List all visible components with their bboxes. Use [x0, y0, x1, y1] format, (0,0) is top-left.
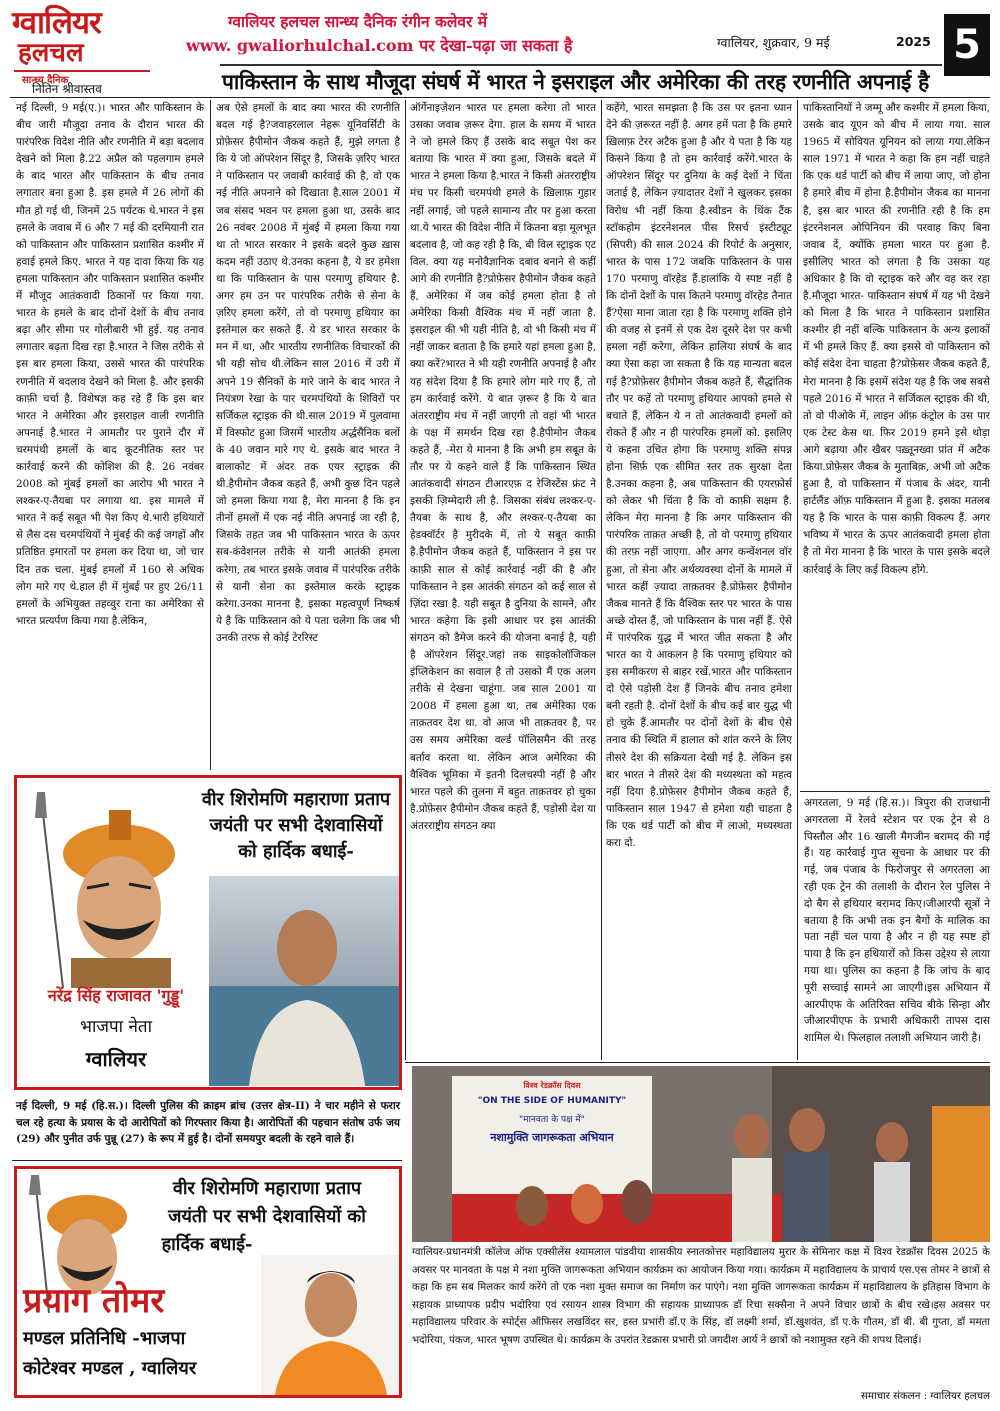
warrior-portrait-icon	[23, 788, 199, 988]
greeting-ad-2	[14, 1166, 402, 1398]
story-column-2: अब ऐसे हमलों के बाद क्या भारत की रणनीति बदल गई है?जवाहरलाल नेहरू यूनिवर्सिटी के प्रोफ़ेसर हैपीमोन जैकब कहते हैं, मुझे लगता है कि ये जो ऑपरेशन सिंदूर है, जिसके ज़रिए भारत ने पाकिस्तान पर जवाबी कार्रवाई की है, वो एक नई नीति अपनाने को दिखाता है.साल 2001 में जब संसद भवन पर हमला हुआ था, उसके बाद 26 नवंबर 2008 में मुंबई में हमला किया गया था तो भारत सरकार ने इसके बदले कुछ ख़ास कदम नहीं उठाए थे.उनका कहना है, ये डर हमेशा था कि पाकिस्तान के पास परमाणु हथियार है. अगर हम उन पर पारंपरिक तरीके से सेना के ज़रिए हमला करेंगे, तो वो परमाणु हथियार का इस्तेमाल कर सकते हैं. ये डर भारत सरकार के मन में था, और भारतीय रणनीतिक विचारकों की भी यही सोच थी.लेकिन साल 2016 में उरी में अपने 19 सैनिकों के मारे जाने के बाद भारत ने नियंत्रण रेखा के पार चरमपंथियों के शिविरों पर सर्जिकल स्ट्राइक की थी.साल 2019 में पुलवामा में विस्फोट हुआ जिसमें भारतीय अर्द्धसैनिक बलों के 40 जवान मारे गए थे. इसके बाद भारत ने बालाकोट में अंदर तक एयर स्ट्राइक की थी.हैपीमोन जैकब कहते हैं, अभी कुछ दिन पहले जो हमला किया गया है, मेरा मानना है कि इन तीनों हमलों में एक नई नीति अपनाई जा रही है, जिसके तहत जब भी पाकिस्तान भारत के ऊपर सब-कंवेशनल तरीके से यानी आतंकी हमला करेगा, तब भारत इसके जवाब में पारंपरिक तरीके से यानी सेना का इस्तेमाल करके स्ट्राइक करेगा.उनका मानना है, इसका महत्वपूर्ण निष्कर्ष ये है कि पाकिस्तान को ये पता चलेगा कि जब भी उनकी तरफ से कोई टेररिस्ट	[216, 102, 400, 644]
tripura-brief: अगरतला, 9 मई (हि.स.)। त्रिपुरा की राजधानी अगरतला में रेलवे स्टेशन पर एक ट्रेन से 8 पिस्तौल और 16 खाली मैगजीन बरामद की गई हैं। यह कार्रवाई गुप्त सूचना के आधार पर की गई, जब पंजाब के फिरोजपुर से अगरतला आ रही एक ट्रेन की तलाशी के दौरान रेल पुलिस ने दो बैग से हथियार बरामद किए।जीआरपी सूत्रों ने बताया है कि अभी तक इन बैगों के मालिक का पता नहीं चल पाया है और न ही यह स्पष्ट हो पाया है कि इन हथियारों को किस उद्देश्य से लाया गया था। पुलिस का कहना है कि जांच के बाद पूरी सच्चाई सामने आ जाएगी।इस अभियान में आरपीएफ के अतिरिक्त सचिव बीके सिन्हा और जीआरपीएफ के प्रभारी अधिकारी तापस दास शामिल थे। फिलहाल तलाशी अभियान जारी है।	[804, 797, 990, 1045]
tagline-1: ग्वालियर हलचल सान्ध्य दैनिक रंगीन कलेवर में	[228, 12, 487, 31]
ad1-place: ग्वालियर	[85, 1047, 147, 1071]
photo-caption: ग्वालियर-प्रधानमंत्री कॉलेज ऑफ एक्सीलेंस श्यामलाल पांडवीया शासकीय स्नातकोत्तर महाविद्यालय मुरार के सेमिनार कक्ष में विश्व रेडक्रॉस दिवस 2025 के अवसर पर मानवता के पक्ष मे नशा मुक्ति जागरूकता अभियान कार्यक्रम का आयोजन किया गया। कार्यक्रम में महाविद्यालय के प्राचार्य एस.एस तोमर ने छात्रों से कहा कि हम सब मिलकर कार्य करेंगे तो एक नशा मुक्त समाज का निर्माण कर पाएंगे। नशा मुक्ति जागरूकता कार्यक्रम में महाविद्यालय के इतिहास विभाग के सहायक प्राध्यापक प्रदीप भदोरिया एवं रसायन शास्त्र विभाग की सहायक प्राध्यापक डॉ रिचा सक्सैना ने अपने विचार छात्रों के बीच रखे।इस अवसर पर महाविद्यालय परिवार के स्पोर्ट्स ऑफिसर लखविंदर सर, हस्त प्रभारी डॉ.ए के सिंह, डॉ लक्ष्मी शर्मा, डॉ.खुशवंत, डॉ ए.के गौतम, डॉ बी. बी गुप्ता, डॉ ममता भदोरिया, पंकज, भारत भूषण उपस्थित थे। कार्यक्रम के उपरांत रेडक्रास प्रभारी प्रो जगदीश आर्य ने छात्रों को नशामुक्त रहने की शपथ दिलाई।	[412, 1247, 990, 1346]
ad1-role: भाजपा नेता	[80, 1017, 152, 1037]
person-silhouette-icon	[261, 1255, 399, 1395]
greeting-ad-1	[14, 775, 402, 1090]
dateline-year: 2025	[896, 34, 931, 49]
banner-line-3: "मानवता के पक्ष में"	[519, 1115, 585, 1125]
tagline-2-rest: पर देखा-पढ़ा जा सकता है	[413, 36, 573, 55]
banner-line-4: नशामुक्ति जागरूकता अभियान	[490, 1131, 614, 1144]
main-headline: पाकिस्तान के साथ मौजूदा संघर्ष में भारत ने इसराइल और अमेरिका की तरह रणनीति अपनाई है	[222, 69, 929, 94]
event-photo	[412, 1066, 990, 1242]
tagline-2	[186, 34, 573, 56]
ad1-line-2: जयंती पर सभी देशवासियों	[209, 815, 383, 836]
story-column-4: कहेंगे, भारत समझता है कि उस पर इतना ध्यान देने की ज़रूरत नहीं है. अगर हमें पता है कि हमारे ख़िलाफ़ टेरर अटैक हुआ है और ये पता है कि यह किसने किया है तो हम कार्रवाई करेंगे.भारत के ऑपरेशन सिंदूर पर दुनिया के कई देशों ने चिंता जताई है, लेकिन ज़्यादातर देशों ने खुलकर इसका विरोध भी नहीं किया है.स्वीडन के थिंक टैंक स्टॉकहोम इंटरनेशनल पीस रिसर्च इंस्टीट्यूट (सिपरी) की साल 2024 की रिपोर्ट के अनुसार, भारत के पास 172 जबकि पाकिस्तान के पास 170 परमाणु वॉरहेड हैं.हालांकि ये स्पष्ट नहीं है कि दोनों देशों के पास कितने परमाणु वॉरहेड तैनात हैं?ऐसा माना जाता रहा है कि परमाणु शक्ति होने की वजह से इनमें से एक देश दूसरे देश पर कभी हमला नहीं करेगा, लेकिन हालिया संघर्ष के बाद क्या ऐसा कहा जा सकता है कि यह मान्यता बदल गई है?प्रोफ़ेसर हैपीमोन जैकब कहते हैं, सैद्धांतिक तौर पर कहें तो परमाणु हथियार आपको हमले से बचाते हैं, लेकिन ये न तो आतंकवादी हमलों को रोकते हैं और न ही पारंपरिक हमलों को. इसलिए ये कहना उचित होगा कि परमाणु शक्ति संपन्न होना सिर्फ़ एक सीमित स्तर तक सुरक्षा देता है.उनका कहना है, अब पाकिस्तान की एयरफ़ोर्स को लेकर भी चिंता है कि वो काफ़ी सक्षम है. लेकिन मेरा मानना है कि अगर पाकिस्तान की पारंपरिक ताक़त अच्छी है, तो वो परमाणु हथियार की तरफ़ नहीं जाएगा. और अगर कन्वेंशनल वॉर हुआ, तो सेना और अर्थव्यवस्था दोनों के मामले में भारत कहीं ज़्यादा ताक़तवर है.प्रोफ़ेसर हैपीमोन जैकब मानते हैं कि वैश्विक स्तर पर भारत के पास अच्छे दोस्त हैं, जो पाकिस्तान के पास नहीं हैं. ऐसे में पारंपरिक युद्ध में भारत जीत सकता है और भारत का ये आकलन है कि परमाणु हथियार को इस समीकरण से बाहर रखें.भारत और पाकिस्तान दो ऐसे पड़ोसी देश हैं जिनके बीच तनाव हमेशा बनी रहती है. दोनों देशों के बीच कई बार युद्ध भी हो चुके हैं.आमतौर पर दोनों देशों के बीच ऐसे तनाव की स्थिति में हालात को शांत करने के लिए तीसरे देश की सक्रियता देखी गई है. लेकिन इस बार भारत ने तीसरे देश की मध्यस्थता को महत्व नहीं दिया है.प्रोफ़ेसर हैपीमोन जैकब कहते हैं, पाकिस्तान साल 1947 से हमेशा यही चाहता है कि एक थर्ड पार्टी को बीच में लाओ, मध्यस्थता करा दो.	[606, 102, 792, 850]
masthead-rule	[220, 64, 942, 66]
event-scene-icon	[412, 1066, 990, 1242]
logo-line-1: ग्वालियर	[12, 5, 101, 41]
column-divider	[601, 100, 602, 1060]
column-divider	[405, 100, 406, 1060]
column-divider	[210, 100, 211, 770]
brief-rule	[12, 1160, 402, 1161]
story-column-1: नई दिल्ली, 9 मई(ए.)। भारत और पाकिस्तान के बीच जारी मौजूदा तनाव के दौरान भारत की पारंपरिक विदेश नीति और रणनीति में बड़ा बदलाव देखने को मिला है.22 अप्रैल को पहलगाम हमले के बाद भारत और पाकिस्तान के बीच तनाव लगातार बना हुआ है. इस हमले में 26 लोगों की मौत हो गई थी, जिनमें 25 पर्यटक थे.भारत ने इस हमले के जवाब में 6 और 7 मई की दरमियानी रात को पाकिस्तान और पाकिस्तान प्रशासित कश्मीर में हवाई हमले किए. भारत ने यह दावा किया कि यह हमला पाकिस्तान और पाकिस्तान प्रशासित कश्मीर में मौजूद आतंकवादी ठिकानों पर किया गया. भारत के हमले के बाद दोनों देशों के बीच तनाव बढ़ा और सीमा पर गोलीबारी भी हुई. यह तनाव लगातार बढ़ता दिख रहा है.भारत ने जिस तरीके से इस बार हमला किया, उससे भारत की पारंपरिक रणनीति में बदलाव देखने को मिला है. और इसकी काफ़ी चर्चा है. विशेषज्ञ कह रहे हैं कि इस बार भारत ने अमेरिका और इसराइल वाली रणनीति अपनाई है.भारत ने आमतौर पर पुराने दौर में चरमपंथी हमलों के बाद कूटनीतिक स्तर पर कार्रवाई करने की कोशिश की है. 26 नवंबर 2008 को मुंबई हमलों का आरोप भी भारत ने लश्कर-ए-तैयबा पर लगाया था. इस मामले में भारत ने कई सबूत भी पेश किए थे.भारी हथियारों से लैस दस चरमपंथियों ने मुंबई की कई जगहों और प्रतिष्ठित इमारतों पर हमला कर दिया था, जो चार दिन तक चला. मुंबई हमलों में 160 से अधिक लोग मारे गए थे.हाल ही में मुंबई पर हुए 26/11 हमलों के अभियुक्त तहव्वुर राना का अमेरिका से भारत प्रत्यर्पण किया गया है.लेकिन,	[16, 102, 204, 627]
ad2-role: मण्डल प्रतिनिधि -भाजपा	[23, 1328, 186, 1349]
website-link[interactable]: www. gwaliorhulchal.com	[186, 36, 414, 55]
person-photo	[261, 1255, 399, 1395]
headline-rule	[10, 97, 990, 98]
column-divider	[797, 100, 798, 1060]
ad2-place: कोटेश्वर मण्डल , ग्वालियर	[23, 1358, 197, 1379]
ad1-line-1: वीर शिरोमणि महाराणा प्रताप	[201, 789, 391, 810]
person-photo	[209, 876, 399, 1086]
page-number: 5	[944, 14, 990, 76]
ad1-name: नरेंद्र सिंह राजावत 'गुड्डू'	[47, 986, 185, 1005]
byline: नितिन श्रीवास्तव	[32, 82, 102, 96]
logo-line-2: हलचल	[18, 38, 84, 68]
ad2-line-3: हार्दिक बधाई-	[161, 1234, 253, 1255]
logo-subtitle: सान्ध्य दैनिक	[22, 75, 69, 86]
story-column-3: ऑर्गेनाइज़ेशन भारत पर हमला करेगा तो भारत उसका जवाब ज़रूर देगा. हाल के समय में भारत ने जो हमले किए हैं उसके बाद सबूत पेश कर बताया कि भारत में क्या हुआ, जिसके बदले में भारत ने हमला किया है.भारत ने किसी अंतरराष्ट्रीय मंच पर किसी चरमपंथी हमले के ख़िलाफ़ गुहार नहीं लगाई, जो पहले सामान्य तौर पर हुआ करता था.ये भारत की विदेश नीति में कितना बड़ा मूलभूत बदलाव है, जो कह रही है कि, बी विल स्ट्राइक एट विल. क्या यह मनोवैज्ञानिक दबाव बनाने से कहीं आगे की रणनीति है?प्रोफ़ेसर हैपीमोन जैकब कहते हैं, अमेरिका में जब कोई हमला होता है तो अमेरिका किसी वैश्विक मंच में नहीं जाता है. इसराइल की भी यही नीति है, वो भी किसी मंच में नहीं जाकर बताता है कि हमारे यहां हमला हुआ है, क्या करें?भारत ने भी यही रणनीति अपनाई है और यह संदेश दिया है कि हमारे लोग मारे गए हैं, तो हम कार्रवाई करेंगे. ये बात ज़रूर है कि ये बात अंतरराष्ट्रीय मंच में नहीं जाएगी तो वहां भी भारत के पक्ष में समर्थन दिख रहा है.हैपीमोन जैकब कहते हैं, -मेरा ये मानना है कि अभी हम सबूत के तौर पर ये कहने वाले हैं कि पाकिस्तान स्थित आतंकवादी संगठन टीआरएफ़ द रेजिस्टेंस फ्रंट ने इसकी ज़िम्मेदारी ली है. जिसका संबंध लश्कर-ए-तैयबा के साथ है, और लश्कर-ए-तैयबा का हेडक्वॉर्टर है मुरीदके में, तो ये सबूत काफ़ी है.हैपीमोन जैकब कहते हैं, पाकिस्तान ने इस पर काफ़ी साल से कोई कार्रवाई नहीं की है और पाकिस्तान ने इस आतंकी संगठन को कई साल से ज़िंदा रखा है. यही सबूत है दुनिया के सामने, और भारत कहेगा कि इसी आधार पर इस आतंकी संगठन को डैमेज करने की योजना बनाई है, यही है ऑपरेशन सिंदूर.जहां तक साइकोलॉजिकल इंप्लिकेशन का सवाल है तो उसको मैं एक अलग तरीके से देखना चाहूंगा. जब साल 2001 या 2008 में हमला हुआ था, तब अमेरिका एक ताक़तवर देश था. वो आज भी ताक़तवर है, पर उस समय अमेरिका वर्ल्ड पॉलिसमैन की तरह बर्ताव करता था. लेकिन आज अमेरिका की वैश्विक भूमिका में इतनी दिलचस्पी नहीं है और भारत पहले की तुलना में बहुत ताक़तवर हो चुका है.प्रोफ़ेसर हैपीमोन जैकब कहते हैं, पड़ोसी देश या अंतरराष्ट्रीय संगठन क्या	[410, 102, 596, 832]
ad1-line-3: को हार्दिक बधाई-	[238, 841, 354, 862]
photo-rule	[405, 1062, 990, 1063]
ad2-name: प्रयाग तोमर	[23, 1281, 165, 1321]
person-silhouette-icon	[209, 876, 399, 1086]
banner-line-1: विश्व रेडक्रॉस दिवस	[523, 1081, 581, 1090]
ad2-line-2: जयंती पर सभी देशवासियों को	[168, 1206, 366, 1227]
banner-line-2: "ON THE SIDE OF HUMANITY"	[477, 1096, 627, 1106]
ad2-line-1: वीर शिरोमणि महाराणा प्रताप	[172, 1178, 362, 1199]
dateline: ग्वालियर, शुक्रवार, 9 मई	[717, 35, 830, 50]
brief-rule	[800, 791, 990, 792]
story-column-5: पाकिस्तानियों ने जम्मू और कश्मीर में हमला किया, उसके बाद यूएन को बीच में लाया गया. साल 1965 में सोवियत यूनियन को लाया गया.लेकिन साल 1971 में भारत ने कहा कि हम नहीं चाहते कि एक थर्ड पार्टी को बीच में लाया जाए, जो होना है हमारे बीच में होना है.हैपीमोन जैकब का मानना है, इस बार भारत की रणनीति रही है कि हम इंटरनेशनल ओपिनियन की परवाह किए बिना जवाब दें, क्योंकि हमला भारत पर हुआ है. इसीलिए भारत को लगता है कि उसका यह अधिकार है कि वो स्ट्राइक करे और वह कर रहा है.मौजूदा भारत- पाकिस्तान संघर्ष में यह भी देखने को मिला है कि भारत ने पाकिस्तान प्रशासित कश्मीर ही नहीं बल्कि पाकिस्तान के अन्य इलाकों में भी हमले किए हैं. क्या इससे वो पाकिस्तान को कोई संदेश देना चाहता है?प्रोफ़ेसर जैकब कहते हैं, मेरा मानना है कि इसमें संदेश यह है कि जब सबसे पहले 2016 में भारत ने सर्जिकल स्ट्राइक की थी, तो वो पीओके में, लाइन ऑफ़ कंट्रोल के उस पार एक टेस्ट केस था. फिर 2019 हमने इसे थोड़ा आगे बढ़ाया और खैबर पख़्तूनख्वा प्रांत में अटैक किया.प्रोफ़ेसर जैकब के मुताबिक़, अभी जो अटैक हुआ है, वो पाकिस्तान में पंजाब के अंदर, यानी हार्टलैंड ऑफ़ पाकिस्तान में हुआ है. इसका मतलब यह है कि भारत के पास काफ़ी विकल्प हैं. अगर भविष्य में भारत के ऊपर आतंकवादी हमला होता है तो मेरा मानना है कि भारत के पास इसके बदले कार्रवाई के लिए कई विकल्प होंगे.	[803, 102, 990, 576]
photo-credit: समाचार संकलन : ग्वालियर हलचल	[860, 1391, 990, 1402]
delhi-brief: नई दिल्ली, 9 मई (हि.स.)। दिल्ली पुलिस की क्राइम ब्रांच (उत्तर क्षेत्र-II) ने चार महीने से फरार चल रहे हत्या के प्रयास के दो आरोपितों को गिरफ्तार किया है। आरोपितों की पहचान संतोष उर्फ जय (29) और पुनीत उर्फ पुन्नू (27) के रूप में हुई है। दोनों समयपुर बदली के रहने वाले हैं।	[16, 1100, 400, 1146]
